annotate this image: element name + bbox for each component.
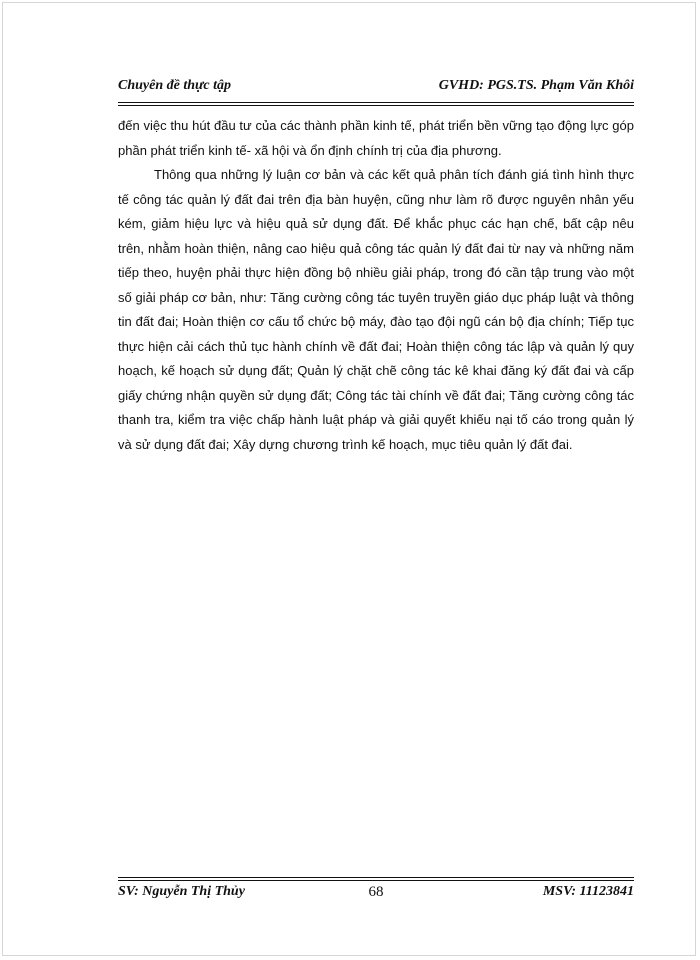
header-rule-top — [118, 102, 634, 103]
footer-student-name: SV: Nguyễn Thị Thủy — [118, 884, 245, 899]
paragraph-continuation: đến việc thu hút đầu tư của các thành phần kinh tế, phát triển bền vững tạo động lực góp phần phát triển kinh tế- xã hội và ổn định chính trị của địa phương. — [118, 118, 634, 158]
page-header — [118, 78, 634, 102]
header-supervisor: GVHD: PGS.TS. Phạm Văn Khôi — [438, 78, 634, 93]
footer-student-id: MSV: 11123841 — [542, 884, 634, 899]
header-topic: Chuyên đề thực tập — [118, 78, 232, 93]
paragraph-solutions: Thông qua những lý luận cơ bản và các kết quả phân tích đánh giá tình hình thực tế công tác quản lý đất đai trên địa bàn huyện, cũng như làm rõ được nguyên nhân yếu kém, giảm hiệu lực và hiệu quả sử dụng đất. Để khắc phục các hạn chế, bất cập nêu trên, nhằm hoàn thiện, nâng cao hiệu quả công tác quản lý đất đai từ nay và những năm tiếp theo, huyện phải thực hiện đồng bộ nhiều giải pháp, trong đó cần tập trung vào một số giải pháp cơ bản, như: Tăng cường công tác tuyên truyền giáo dục pháp luật và thông tin đất đai; Hoàn thiện cơ cấu tổ chức bộ máy, đào tạo đội ngũ cán bộ địa chính; Tiếp tục thực hiện cải cách thủ tục hành chính về đất đai; Hoàn thiện công tác lập và quản lý quy hoạch, kế hoạch sử dụng đất; Quản lý chặt chẽ công tác kê khai đăng ký đất đai và cấp giấy chứng nhận quyền sử dụng đất; Công tác tài chính về đất đai; Tăng cường công tác thanh tra, kiểm tra việc chấp hành luật pháp và giải quyết khiếu nại tố cáo trong quản lý và sử dụng đất đai; Xây dựng chương trình kế hoạch, mục tiêu quản lý đất đai. — [118, 167, 634, 452]
footer-rule-bottom — [118, 880, 634, 881]
body-text — [118, 114, 634, 457]
header-rule-bottom — [118, 105, 634, 106]
page-footer — [118, 884, 634, 906]
footer-rule-top — [118, 877, 634, 878]
page-number: 68 — [368, 884, 384, 900]
